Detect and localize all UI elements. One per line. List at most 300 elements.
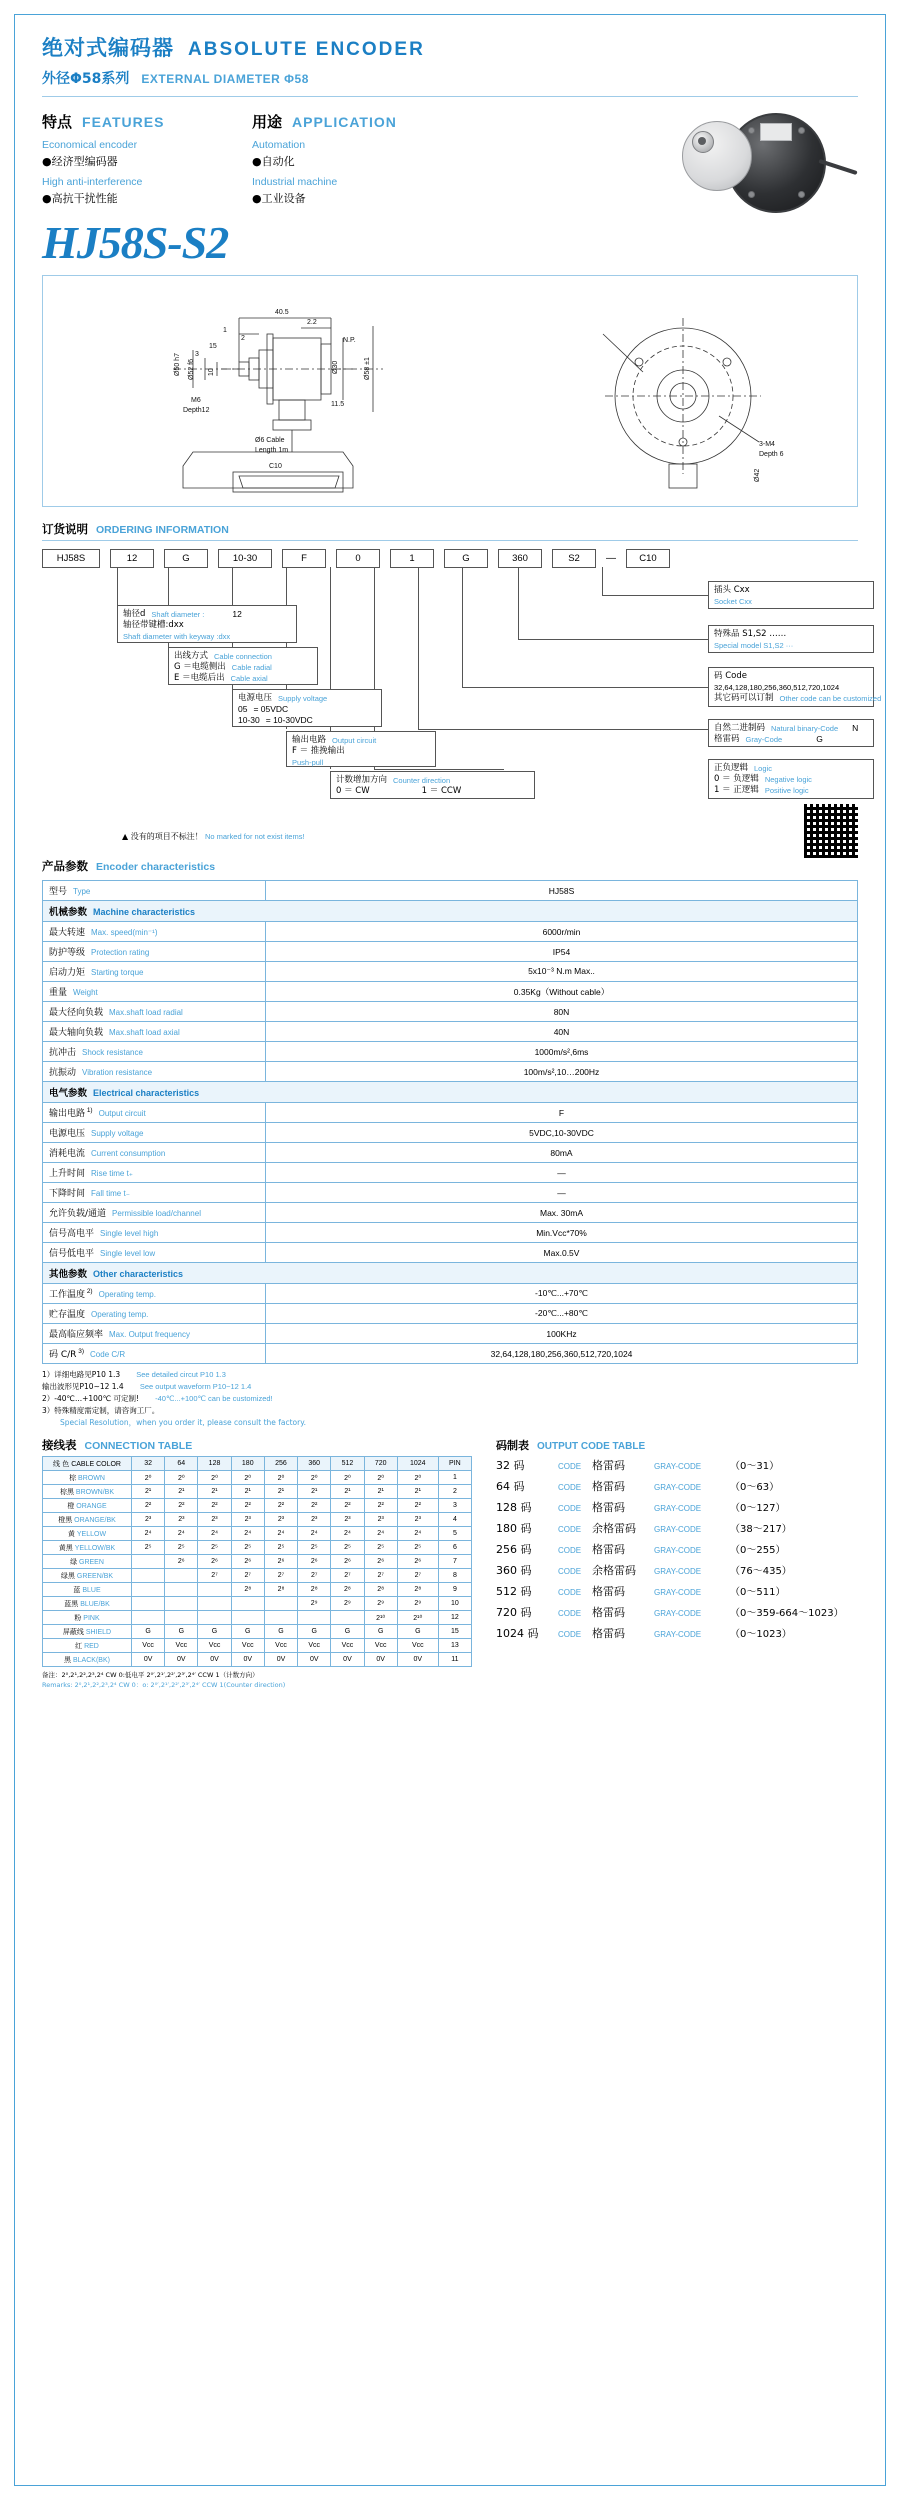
features-column [42, 111, 252, 206]
spec-row [43, 1284, 858, 1304]
gray-value: G [816, 734, 823, 744]
connection-cell: 2² [397, 1499, 438, 1513]
spec-key: 消耗电流 Current consumption [43, 1143, 266, 1163]
spec-key: 贮存温度 Operating temp. [43, 1304, 266, 1324]
model-name: HJ58S-S2 [42, 217, 229, 268]
spec-group-cn: 电气参数 [49, 1088, 88, 1099]
cable-label-en: Cable connection [214, 652, 272, 661]
svg-text:C10: C10 [269, 463, 282, 470]
counter-label-en: Counter direction [393, 776, 451, 785]
spec-row [43, 1163, 858, 1183]
feature-item-en-1: High anti-interference [42, 176, 143, 188]
spec-key: 工作温度 $^{2)}$ Operating temp. [43, 1284, 266, 1304]
spec-key: 最大轴向负载 Max.shaft load axial [43, 1022, 266, 1042]
code-type-en: GRAY-CODE [654, 1525, 702, 1534]
spec-row [43, 1243, 858, 1263]
code-label: CODE [558, 1546, 582, 1555]
spec-key: 允许负载/通道 Permissible load/channel [43, 1203, 266, 1223]
connection-cell: 2¹ [231, 1485, 264, 1499]
connection-cell: 2⁷ [331, 1569, 364, 1583]
connection-color: 黄 YELLOW [43, 1527, 132, 1541]
gray-label-en: Gray-Code [745, 735, 783, 744]
connection-header: 720 [364, 1457, 397, 1471]
spec-value: — [266, 1183, 858, 1203]
header-divider [42, 96, 858, 97]
connection-cell: 13 [438, 1639, 471, 1653]
code-type-en: GRAY-CODE [654, 1546, 702, 1555]
connection-cell: G [231, 1625, 264, 1639]
connection-cell: 2² [298, 1499, 331, 1513]
connection-row [43, 1527, 472, 1541]
connection-row [43, 1555, 472, 1569]
connection-cell: 2⁰ [132, 1471, 165, 1485]
spec-row [43, 1062, 858, 1082]
connection-cell: Vcc [331, 1639, 364, 1653]
connection-cell: 2⁴ [397, 1527, 438, 1541]
ordering-block-output [286, 731, 436, 767]
spec-key: 信号低电平 Single level low [43, 1243, 266, 1263]
code-label: CODE [558, 1630, 582, 1639]
binary-value: N [852, 723, 859, 733]
connection-cell: 6 [438, 1541, 471, 1555]
connection-cell: 0V [298, 1653, 331, 1667]
connection-remark [42, 1670, 472, 1690]
codetable-title-en: OUTPUT CODE TABLE [537, 1441, 646, 1452]
code-type-cn: 格雷码 [592, 1501, 625, 1514]
svg-text:3-M4: 3-M4 [759, 441, 775, 448]
connection-header: 256 [264, 1457, 297, 1471]
connection-cell: 2⁴ [298, 1527, 331, 1541]
connection-header: 128 [198, 1457, 231, 1471]
codetable-row [496, 1499, 858, 1515]
connection-color: 黄黑 YELLOW/BK [43, 1541, 132, 1555]
svg-text:Ø42: Ø42 [754, 468, 761, 482]
connection-row [43, 1653, 472, 1667]
ordering-cell-socket: C10 [626, 549, 670, 568]
connection-cell: 2⁶ [364, 1555, 397, 1569]
code-custom-cn: 其它码可以订制 [714, 693, 774, 703]
supply-1030-en: = 10-30VDC [265, 715, 313, 725]
connection-color: 绿 GREEN [43, 1555, 132, 1569]
connection-row [43, 1611, 472, 1625]
connection-cell: 5 [438, 1527, 471, 1541]
connection-cell: 2⁷ [298, 1569, 331, 1583]
connection-cell: 2¹ [364, 1485, 397, 1499]
ordering-block-special [708, 625, 874, 653]
connection-cell: 2³ [231, 1513, 264, 1527]
connection-header: 线 色 CABLE COLOR [43, 1457, 132, 1471]
connection-cell: 2² [331, 1499, 364, 1513]
connection-cell: 2⁵ [132, 1541, 165, 1555]
ordering-title-cn: 订货说明 [42, 522, 88, 536]
spec-value: Max.0.5V [266, 1243, 858, 1263]
code-range: （0～63） [730, 1482, 780, 1493]
ordering-block-supply [232, 689, 382, 727]
connection-cell: 2⁵ [397, 1541, 438, 1555]
connection-cell: 2⁶ [198, 1555, 231, 1569]
code-type-cn: 格雷码 [592, 1585, 625, 1598]
connection-cell: 2¹ [198, 1485, 231, 1499]
spec-value: — [266, 1163, 858, 1183]
connection-cell [132, 1555, 165, 1569]
svg-text:15: 15 [209, 343, 217, 350]
connection-header: 32 [132, 1457, 165, 1471]
code-range: （0～1023） [730, 1629, 792, 1640]
connection-color: 粉 PINK [43, 1611, 132, 1625]
connection-header: 512 [331, 1457, 364, 1471]
cable-label-cn: 出线方式 [174, 651, 209, 661]
ordering-note-cn: ▲ 没有的项目不标注！ [122, 832, 203, 841]
spec-value: Min.Vcc*70% [266, 1223, 858, 1243]
connection-cell: 9 [438, 1583, 471, 1597]
connection-cell: 0V [397, 1653, 438, 1667]
logic-neg-cn: 0 ＝ 负逻辑 [714, 774, 759, 784]
connection-cell: Vcc [264, 1639, 297, 1653]
svg-text:2.2: 2.2 [307, 319, 317, 326]
spec-row [43, 1022, 858, 1042]
connection-cell: 2⁹ [331, 1597, 364, 1611]
connection-cell: 2⁰ [364, 1471, 397, 1485]
spec-value: 80mA [266, 1143, 858, 1163]
code-type-en: GRAY-CODE [654, 1630, 702, 1639]
spec-group-en: Machine characteristics [93, 907, 196, 917]
ordering-cell-supply: 10-30 [218, 549, 272, 568]
code-label: CODE [558, 1483, 582, 1492]
connection-cell: 2³ [331, 1513, 364, 1527]
connection-cell: 2¹ [397, 1485, 438, 1499]
connection-cell: 7 [438, 1555, 471, 1569]
code-type-cn: 格雷码 [592, 1627, 625, 1640]
logic-label-cn: 正负逻辑 [714, 763, 749, 773]
connection-cell: 10 [438, 1597, 471, 1611]
code-label: CODE [558, 1588, 582, 1597]
svg-text:2: 2 [241, 335, 245, 342]
connection-title-en: CONNECTION TABLE [84, 1440, 193, 1452]
connection-cell: 2⁴ [132, 1527, 165, 1541]
connection-cell: 2¹ [298, 1485, 331, 1499]
ordering-block-socket [708, 581, 874, 609]
ordering-cell-cable: G [164, 549, 208, 568]
footnote-3-cn: 3）特殊精度需定制，请咨询工厂。 [42, 1406, 160, 1415]
spec-row [43, 962, 858, 982]
code-type-en: GRAY-CODE [654, 1588, 702, 1597]
spec-value: Max. 30mA [266, 1203, 858, 1223]
ordering-diagram [42, 549, 882, 844]
ordering-dash: — [606, 553, 616, 564]
code-type-cn: 格雷码 [592, 1606, 625, 1619]
connection-cell: 0V [264, 1653, 297, 1667]
spec-group-row [43, 1263, 858, 1284]
product-photo [668, 107, 858, 217]
connection-cell: 4 [438, 1513, 471, 1527]
connection-cell: 1 [438, 1471, 471, 1485]
logic-pos-cn: 1 ＝ 正逻辑 [714, 785, 759, 795]
connection-cell: 2¹⁰ [397, 1611, 438, 1625]
connection-cell: 2³ [165, 1513, 198, 1527]
footnote-2-en: -40℃...+100℃ can be customized! [155, 1394, 273, 1403]
connection-color: 橙黑 ORANGE/BK [43, 1513, 132, 1527]
ordering-block-shaft [117, 605, 297, 643]
connection-cell: 2⁴ [264, 1527, 297, 1541]
connection-color: 蓝黑 BLUE/BK [43, 1597, 132, 1611]
connection-color: 橙 ORANGE [43, 1499, 132, 1513]
ordering-divider [42, 540, 858, 541]
spec-value: 40N [266, 1022, 858, 1042]
spec-value: 80N [266, 1002, 858, 1022]
spec-key: 下降时间 Fall time t₋ [43, 1183, 266, 1203]
spec-value: 0.35Kg（Without cable） [266, 982, 858, 1002]
connection-cell: 0V [331, 1653, 364, 1667]
application-item-cn-0: ●自动化 [252, 155, 295, 168]
feature-item-cn-0: ●经济型编码器 [42, 155, 118, 168]
connection-color: 绿黑 GREEN/BK [43, 1569, 132, 1583]
shaft-label-en: Shaft diameter : [151, 610, 205, 619]
application-item-en-0: Automation [252, 139, 306, 151]
ordering-cell-series: HJ58S [42, 549, 100, 568]
spec-row [43, 1183, 858, 1203]
code-resolution: 360 码 [496, 1564, 532, 1577]
connection-cell: 3 [438, 1499, 471, 1513]
spec-row [43, 1123, 858, 1143]
header-title-cn: 绝对式编码器 [42, 36, 174, 60]
spec-group-cn: 其他参数 [49, 1269, 88, 1280]
code-range: （76～435） [730, 1566, 792, 1577]
remark-cn: 备注：2⁰,2¹,2²,2³,2⁴ CW 0:低电平 2⁰′,2¹′,2²′,2³′,2⁴′ CCW 1（计数方向） [42, 1671, 259, 1679]
connection-header: 1024 [397, 1457, 438, 1471]
connection-cell: Vcc [397, 1639, 438, 1653]
connection-color: 黑 BLACK(BK) [43, 1653, 132, 1667]
connection-cell: 2⁷ [198, 1569, 231, 1583]
connection-cell: 2⁸ [298, 1583, 331, 1597]
connection-color: 红 RED [43, 1639, 132, 1653]
spec-key: 电源电压 Supply voltage [43, 1123, 266, 1143]
connection-cell [198, 1611, 231, 1625]
shaft-keyway-en: Shaft diameter with keyway :dxx [123, 632, 231, 641]
code-type-en: GRAY-CODE [654, 1609, 702, 1618]
connection-cell: 2³ [198, 1513, 231, 1527]
logic-neg-en: Negative logic [764, 775, 812, 784]
connection-cell: 0V [364, 1653, 397, 1667]
spec-key: 重量 Weight [43, 982, 266, 1002]
svg-text:Ø30: Ø30 [332, 360, 339, 374]
ordering-section-title [42, 521, 858, 537]
connection-cell: 2¹ [331, 1485, 364, 1499]
connection-row [43, 1513, 472, 1527]
spec-group-en: Electrical characteristics [93, 1088, 200, 1098]
code-label: CODE [558, 1462, 582, 1471]
spec-value: 100KHz [266, 1324, 858, 1344]
code-label: CODE [558, 1525, 582, 1534]
connection-cell: Vcc [165, 1639, 198, 1653]
connection-header: 64 [165, 1457, 198, 1471]
ordering-code-row [42, 549, 858, 568]
connection-cell: 0V [165, 1653, 198, 1667]
connection-cell: 2¹ [264, 1485, 297, 1499]
supply-05-en: = 05VDC [253, 704, 289, 714]
cable-axial-cn: E ＝电缆后出 [174, 673, 225, 683]
page-header [42, 32, 858, 97]
footnote-0-en: See detailed circut P10 1.3 [136, 1370, 226, 1379]
connection-table [42, 1456, 472, 1667]
connection-cell: 8 [438, 1569, 471, 1583]
code-resolution: 256 码 [496, 1543, 532, 1556]
connection-cell: 2⁵ [364, 1541, 397, 1555]
connection-cell: 2⁷ [364, 1569, 397, 1583]
spec-value: 5x10⁻³ N.m Max.. [266, 962, 858, 982]
codetable-row [496, 1604, 858, 1620]
header-subtitle-cn: 外径Φ58系列 [42, 71, 130, 87]
codetable-row [496, 1625, 858, 1641]
svg-text:Length 1m: Length 1m [255, 447, 289, 454]
supply-05-cn: 05 [238, 704, 248, 714]
footnote-1-en: See output waveform P10~12 1.4 [139, 1382, 252, 1391]
dimension-drawing [42, 275, 858, 507]
connection-row [43, 1569, 472, 1583]
connection-cell: 2⁶ [397, 1555, 438, 1569]
connection-cell: 2⁶ [264, 1555, 297, 1569]
connection-row [43, 1625, 472, 1639]
spec-value: 100m/s²,10…200Hz [266, 1062, 858, 1082]
spec-group-row [43, 901, 858, 922]
connection-cell: 2³ [364, 1513, 397, 1527]
application-column [252, 111, 502, 206]
connection-cell: 2³ [132, 1513, 165, 1527]
spec-value: F [266, 1103, 858, 1123]
connection-cell [198, 1597, 231, 1611]
svg-text:10: 10 [208, 368, 215, 376]
connection-cell: 2⁷ [397, 1569, 438, 1583]
svg-text:Depth 6: Depth 6 [759, 451, 784, 458]
spec-key: 码 C/R $^{3)}$ Code C/R [43, 1344, 266, 1364]
spec-table [42, 880, 858, 1364]
svg-text:40.5: 40.5 [275, 309, 289, 316]
svg-text:Ø58 ±1: Ø58 ±1 [364, 357, 371, 380]
connection-cell [132, 1597, 165, 1611]
logic-label-en: Logic [754, 764, 772, 773]
connection-cell: 2 [438, 1485, 471, 1499]
connection-row [43, 1639, 472, 1653]
connection-cell [231, 1597, 264, 1611]
supply-1030-cn: 10-30 [238, 715, 260, 725]
code-range: （0～359-664～1023） [730, 1608, 844, 1619]
gray-label-cn: 格雷码 [714, 734, 740, 744]
code-values: 32,64,128,180,256,360,512,720,1024 [714, 683, 840, 692]
code-type-en: GRAY-CODE [654, 1483, 702, 1492]
code-type-cn: 格雷码 [592, 1543, 625, 1556]
features-title-cn: 特点 [42, 113, 73, 131]
footnote-2-cn: 2）-40℃...+100℃ 可定制! [42, 1394, 140, 1403]
connection-row [43, 1583, 472, 1597]
spec-key: 抗振动 Vibration resistance [43, 1062, 266, 1082]
spec-footnotes [42, 1369, 858, 1429]
code-range: （38～217） [730, 1524, 792, 1535]
spec-key: 型号 Type [43, 881, 266, 901]
spec-key: 最大径向负载 Max.shaft load radial [43, 1002, 266, 1022]
connection-cell: G [165, 1625, 198, 1639]
output-pushpull-en: Push-pull [292, 758, 324, 767]
connection-cell: G [397, 1625, 438, 1639]
ordering-cell-code: 360 [498, 549, 542, 568]
footnote-1-cn: 输出波形见P10~12 1.4 [42, 1382, 124, 1391]
code-range: （0～31） [730, 1461, 780, 1472]
connection-cell: 2² [198, 1499, 231, 1513]
svg-text:3: 3 [195, 351, 199, 358]
spec-value: 6000r/min [266, 922, 858, 942]
codetable-row [496, 1583, 858, 1599]
connection-cell: 2⁵ [331, 1541, 364, 1555]
codetable-row [496, 1520, 858, 1536]
cable-radial-cn: G ＝电缆侧出 [174, 662, 226, 672]
special-label-en: Special model S1,S2 ··· [714, 641, 794, 650]
connection-cell: 2⁴ [331, 1527, 364, 1541]
spec-key: 上升时间 Rise time t₊ [43, 1163, 266, 1183]
connection-cell: Vcc [132, 1639, 165, 1653]
header-subtitle-en: EXTERNAL DIAMETER Φ58 [141, 72, 309, 86]
spec-row [43, 1042, 858, 1062]
connection-cell: 2² [231, 1499, 264, 1513]
connection-cell: G [298, 1625, 331, 1639]
code-label-cn: 码 Code [714, 671, 747, 681]
svg-text:Ø6 Cable: Ø6 Cable [255, 437, 285, 444]
connection-cell: 2⁸ [364, 1583, 397, 1597]
connection-header: 360 [298, 1457, 331, 1471]
connection-color: 蓝 BLUE [43, 1583, 132, 1597]
connection-title-cn: 接线表 [42, 1438, 77, 1452]
connection-cell: 0V [132, 1653, 165, 1667]
connection-cell: 2⁴ [165, 1527, 198, 1541]
connection-row [43, 1499, 472, 1513]
features-application-section [42, 111, 858, 206]
socket-label-cn: 插头 Cxx [714, 585, 750, 595]
features-title-en: FEATURES [82, 114, 165, 130]
feature-item-cn-1: ●高抗干扰性能 [42, 192, 118, 205]
application-item-cn-1: ●工业设备 [252, 192, 306, 205]
ordering-block-code [708, 667, 882, 707]
ordering-block-logic [708, 759, 874, 799]
connection-cell: 2⁸ [331, 1583, 364, 1597]
connection-cell: G [331, 1625, 364, 1639]
code-resolution: 720 码 [496, 1606, 532, 1619]
connection-cell: 2³ [298, 1513, 331, 1527]
code-type-en: GRAY-CODE [654, 1462, 702, 1471]
output-label-en: Output circuit [332, 736, 377, 745]
connection-cell: 2¹⁰ [364, 1611, 397, 1625]
connection-cell: Vcc [198, 1639, 231, 1653]
connection-cell: 2³ [397, 1513, 438, 1527]
code-range: （0～511） [730, 1587, 786, 1598]
connection-cell [264, 1597, 297, 1611]
codetable-row [496, 1478, 858, 1494]
footnote-4-en: Special Resolution，when you order it, please consult the factory. [60, 1418, 306, 1427]
spec-title-cn: 产品参数 [42, 859, 88, 873]
spec-key: 启动力矩 Starting torque [43, 962, 266, 982]
supply-label-en: Supply voltage [278, 694, 328, 703]
connection-cell [298, 1611, 331, 1625]
ordering-block-counter [330, 771, 535, 799]
connection-cell: G [132, 1625, 165, 1639]
connection-cell: 2⁴ [231, 1527, 264, 1541]
connection-cell: 2⁷ [264, 1569, 297, 1583]
application-title-en: APPLICATION [292, 114, 397, 130]
remark-en: Remarks: 2⁰,2¹,2²,2³,2⁴ CW 0：o: 2⁰′,2¹′,2²′,2³′,2⁴′ CCW 1(Counter direction) [42, 1681, 286, 1689]
connection-cell: G [364, 1625, 397, 1639]
shaft-value: 12 [232, 609, 242, 619]
code-label: CODE [558, 1567, 582, 1576]
qr-code [804, 804, 858, 858]
ordering-cell-special: S2 [552, 549, 596, 568]
spec-key: 防护等级 Protection rating [43, 942, 266, 962]
code-resolution: 32 码 [496, 1459, 525, 1472]
